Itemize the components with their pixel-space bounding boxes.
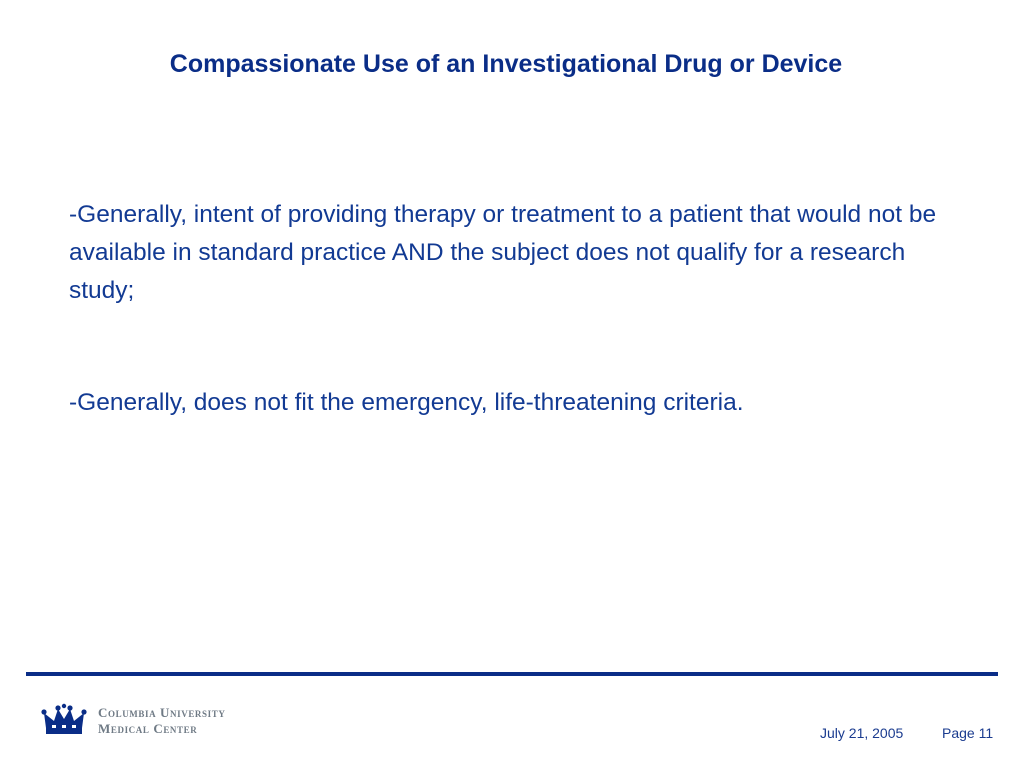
body-paragraph-2: -Generally, does not fit the emergency, life-threatening criteria. [69,389,744,416]
footer-page-number: Page 11 [942,725,994,741]
org-name-line-1: Columbia University [98,705,226,720]
org-name-line-2: Medical Center [98,721,198,736]
footer-date: July 21, 2005 [820,725,904,741]
slide-body [69,196,969,422]
body-paragraph-1: -Generally, intent of providing therapy or treatment to a patient that would not be available in standard practice AND the subject does not qualify for a research study; [69,201,937,304]
org-name [98,705,225,737]
crown-icon [40,703,88,737]
footer-divider [26,672,998,676]
slide-title: Compassionate Use of an Investigational Drug or Device [169,50,843,78]
